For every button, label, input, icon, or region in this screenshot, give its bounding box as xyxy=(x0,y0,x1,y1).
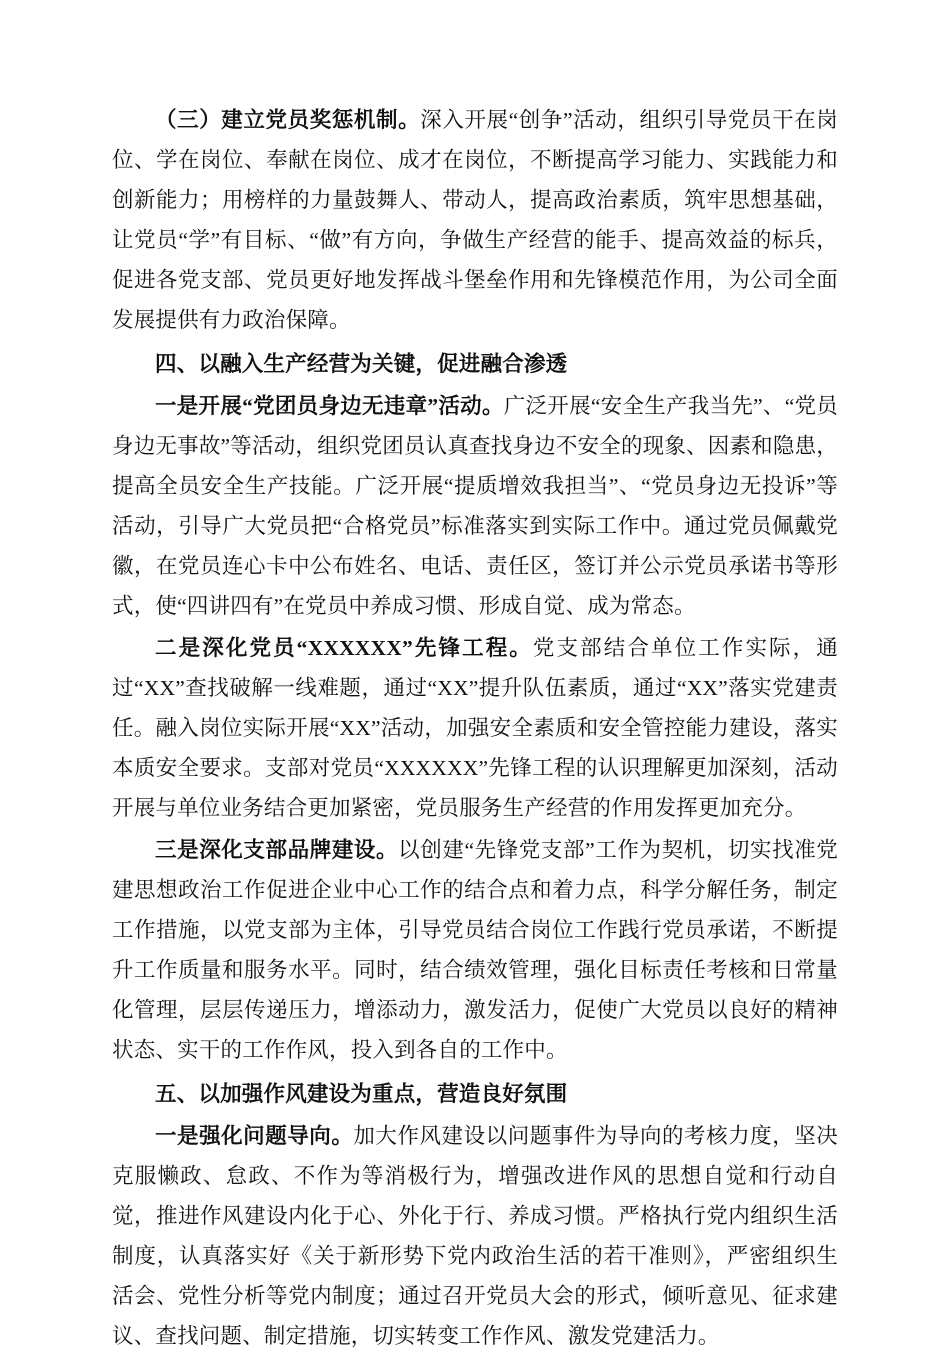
paragraph-san-reward-mechanism xyxy=(112,100,838,340)
paragraph-lead: 一是开展“党团员身边无违章”活动。 xyxy=(155,394,504,418)
paragraph-text: 加大作风建设以问题事件为导向的考核力度，坚决克服懒政、怠政、不作为等消极行为，增强改进作风的思想自觉和行动自觉，推进作风建设内化于心、外化于行、养成习惯。严格执行党内组织生活制度，认真落实好《关于新形势下党内政治生活的若干准则》，严密组织生活会、党性分析等党内制度；通过召开党员大会的形式，倾听意见、征求建议、查找问题、制定措施，切实转变工作作风、激发党建活力。 xyxy=(112,1124,838,1348)
paragraph-lead: （三）建立党员奖惩机制。 xyxy=(155,108,421,132)
heading-text: 四、以融入生产经营为关键，促进融合渗透 xyxy=(155,352,568,376)
paragraph-lead: 一是强化问题导向。 xyxy=(155,1124,354,1148)
paragraph-branch-brand xyxy=(112,830,838,1070)
document-body xyxy=(112,100,838,1356)
paragraph-pioneer-project xyxy=(112,628,838,828)
heading-text: 五、以加强作风建设为重点，营造良好氛围 xyxy=(155,1082,568,1106)
paragraph-activity-no-violation xyxy=(112,386,838,626)
paragraph-lead: 三是深化支部品牌建设。 xyxy=(155,838,399,862)
paragraph-problem-orientation xyxy=(112,1116,838,1356)
paragraph-text: 广泛开展“安全生产我当先”、“党员身边无事故”等活动，组织党团员认真查找身边不安全的现象、因素和隐患，提高全员安全生产技能。广泛开展“提质增效我担当”、“党员身边无投诉”等活动，引导广大党员把“合格党员”标准落实到实际工作中。通过党员佩戴党徽，在党员连心卡中公布姓名、电话、责任区，签订并公示党员承诺书等形式，使“四讲四有”在党员中养成习惯、形成自觉、成为常态。 xyxy=(112,394,839,618)
heading-section-four xyxy=(112,344,838,384)
heading-section-five xyxy=(112,1074,838,1114)
paragraph-text: 以创建“先锋党支部”工作为契机，切实找准党建思想政治工作促进企业中心工作的结合点和着力点，科学分解任务，制定工作措施，以党支部为主体，引导党员结合岗位工作践行党员承诺，不断提升工作质量和服务水平。同时，结合绩效管理，强化目标责任考核和日常量化管理，层层传递压力，增添动力，激发活力，促使广大党员以良好的精神状态、实干的工作作风，投入到各自的工作中。 xyxy=(112,838,838,1062)
paragraph-lead: 二是深化党员“XXXXXX”先锋工程。 xyxy=(155,636,533,660)
paragraph-text: 党支部结合单位工作实际，通过“XX”查找破解一线难题，通过“XX”提升队伍素质，通过“XX”落实党建责任。融入岗位实际开展“XX”活动，加强安全素质和安全管控能力建设，落实本质安全要求。支部对党员“XXXXXX”先锋工程的认识理解更加深刻，活动开展与单位业务结合更加紧密，党员服务生产经营的作用发挥更加充分。 xyxy=(112,636,838,820)
paragraph-text: 深入开展“创争”活动，组织引导党员干在岗位、学在岗位、奉献在岗位、成才在岗位，不断提高学习能力、实践能力和创新能力；用榜样的力量鼓舞人、带动人，提高政治素质，筑牢思想基础，让党员“学”有目标、“做”有方向，争做生产经营的能手、提高效益的标兵，促进各党支部、党员更好地发挥战斗堡垒作用和先锋模范作用，为公司全面发展提供有力政治保障。 xyxy=(112,108,838,332)
